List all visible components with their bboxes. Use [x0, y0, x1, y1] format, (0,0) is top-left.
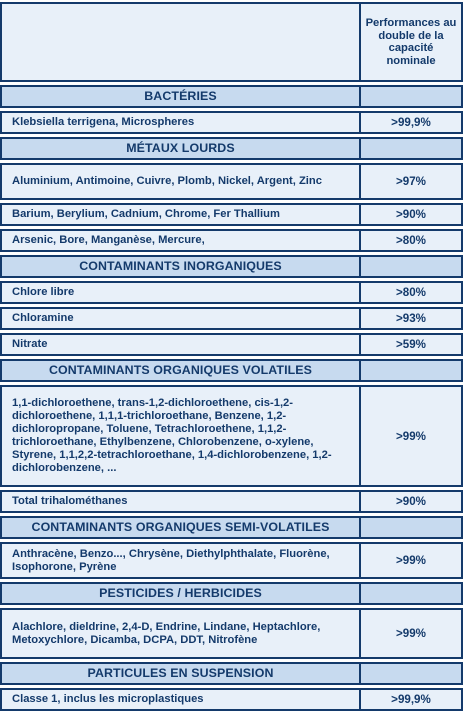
performance-value: >90% [359, 490, 463, 513]
performance-value: >59% [359, 333, 463, 356]
contaminant-row [0, 229, 463, 252]
performance-value: >99% [359, 608, 463, 659]
performance-value: >93% [359, 307, 463, 330]
category-label: CONTAMINANTS INORGANIQUES [0, 255, 359, 278]
performance-value: >80% [359, 281, 463, 304]
contaminant-row [0, 203, 463, 226]
contaminant-label: Klebsiella terrigena, Microspheres [0, 111, 359, 134]
performance-value: >99% [359, 542, 463, 579]
category-label: CONTAMINANTS ORGANIQUES SEMI-VOLATILES [0, 516, 359, 539]
contaminant-label: 1,1-dichloroethene, trans-1,2-dichloroethene, cis-1,2-dichloroethene, 1,1,1-trichloroethane, Benzene, 1,2-dichloropropane, Toluene, Tetrachloroethene, 1,1,2-trichloroethane, Ethylbenzene, Chlorobenzene, o-xylene, Styrene, 1,1,2,2-tetrachloroethane, 1,4-dichlorobenzene, 1,2-dichlorobenzene, ... [0, 385, 359, 487]
contaminant-label: Aluminium, Antimoine, Cuivre, Plomb, Nickel, Argent, Zinc [0, 163, 359, 200]
category-row [0, 359, 463, 382]
category-value-cell [359, 582, 463, 605]
table-header-row [0, 2, 463, 82]
performance-value: >99,9% [359, 688, 463, 711]
table-body [0, 2, 463, 711]
contaminant-label: Chlore libre [0, 281, 359, 304]
category-value-cell [359, 516, 463, 539]
category-row [0, 516, 463, 539]
contaminant-label: Alachlore, dieldrine, 2,4-D, Endrine, Lindane, Heptachlore, Metoxychlore, Dicamba, DCPA, DDT, Nitrofène [0, 608, 359, 659]
performance-value: >99,9% [359, 111, 463, 134]
contaminant-row [0, 490, 463, 513]
category-value-cell [359, 137, 463, 160]
contaminant-row [0, 608, 463, 659]
contaminant-label: Arsenic, Bore, Manganèse, Mercure, [0, 229, 359, 252]
category-row [0, 137, 463, 160]
category-label: MÉTAUX LOURDS [0, 137, 359, 160]
contaminant-row [0, 542, 463, 579]
category-value-cell [359, 255, 463, 278]
contaminant-row [0, 333, 463, 356]
contaminant-label: Barium, Berylium, Cadnium, Chrome, Fer Thallium [0, 203, 359, 226]
contaminant-row [0, 307, 463, 330]
contaminant-label: Classe 1, inclus les microplastiques [0, 688, 359, 711]
category-label: CONTAMINANTS ORGANIQUES VOLATILES [0, 359, 359, 382]
contaminant-row [0, 385, 463, 487]
category-label: PARTICULES EN SUSPENSION [0, 662, 359, 685]
performance-value: >80% [359, 229, 463, 252]
contaminant-row [0, 111, 463, 134]
category-row [0, 662, 463, 685]
category-label: BACTÉRIES [0, 85, 359, 108]
performance-value: >99% [359, 385, 463, 487]
contaminant-label: Chloramine [0, 307, 359, 330]
contaminant-row [0, 688, 463, 711]
category-row [0, 255, 463, 278]
category-value-cell [359, 85, 463, 108]
contaminant-row [0, 281, 463, 304]
header-performance-cell: Performances au double de la capacité nominale [359, 2, 463, 82]
contaminant-row [0, 163, 463, 200]
contaminant-label: Nitrate [0, 333, 359, 356]
category-value-cell [359, 359, 463, 382]
performance-value: >97% [359, 163, 463, 200]
header-empty-cell [0, 2, 359, 82]
category-row [0, 85, 463, 108]
performance-value: >90% [359, 203, 463, 226]
category-row [0, 582, 463, 605]
category-label: PESTICIDES / HERBICIDES [0, 582, 359, 605]
contaminant-label: Total trihalométhanes [0, 490, 359, 513]
contaminant-label: Anthracène, Benzo..., Chrysène, Diethylphthalate, Fluorène, Isophorone, Pyrène [0, 542, 359, 579]
category-value-cell [359, 662, 463, 685]
